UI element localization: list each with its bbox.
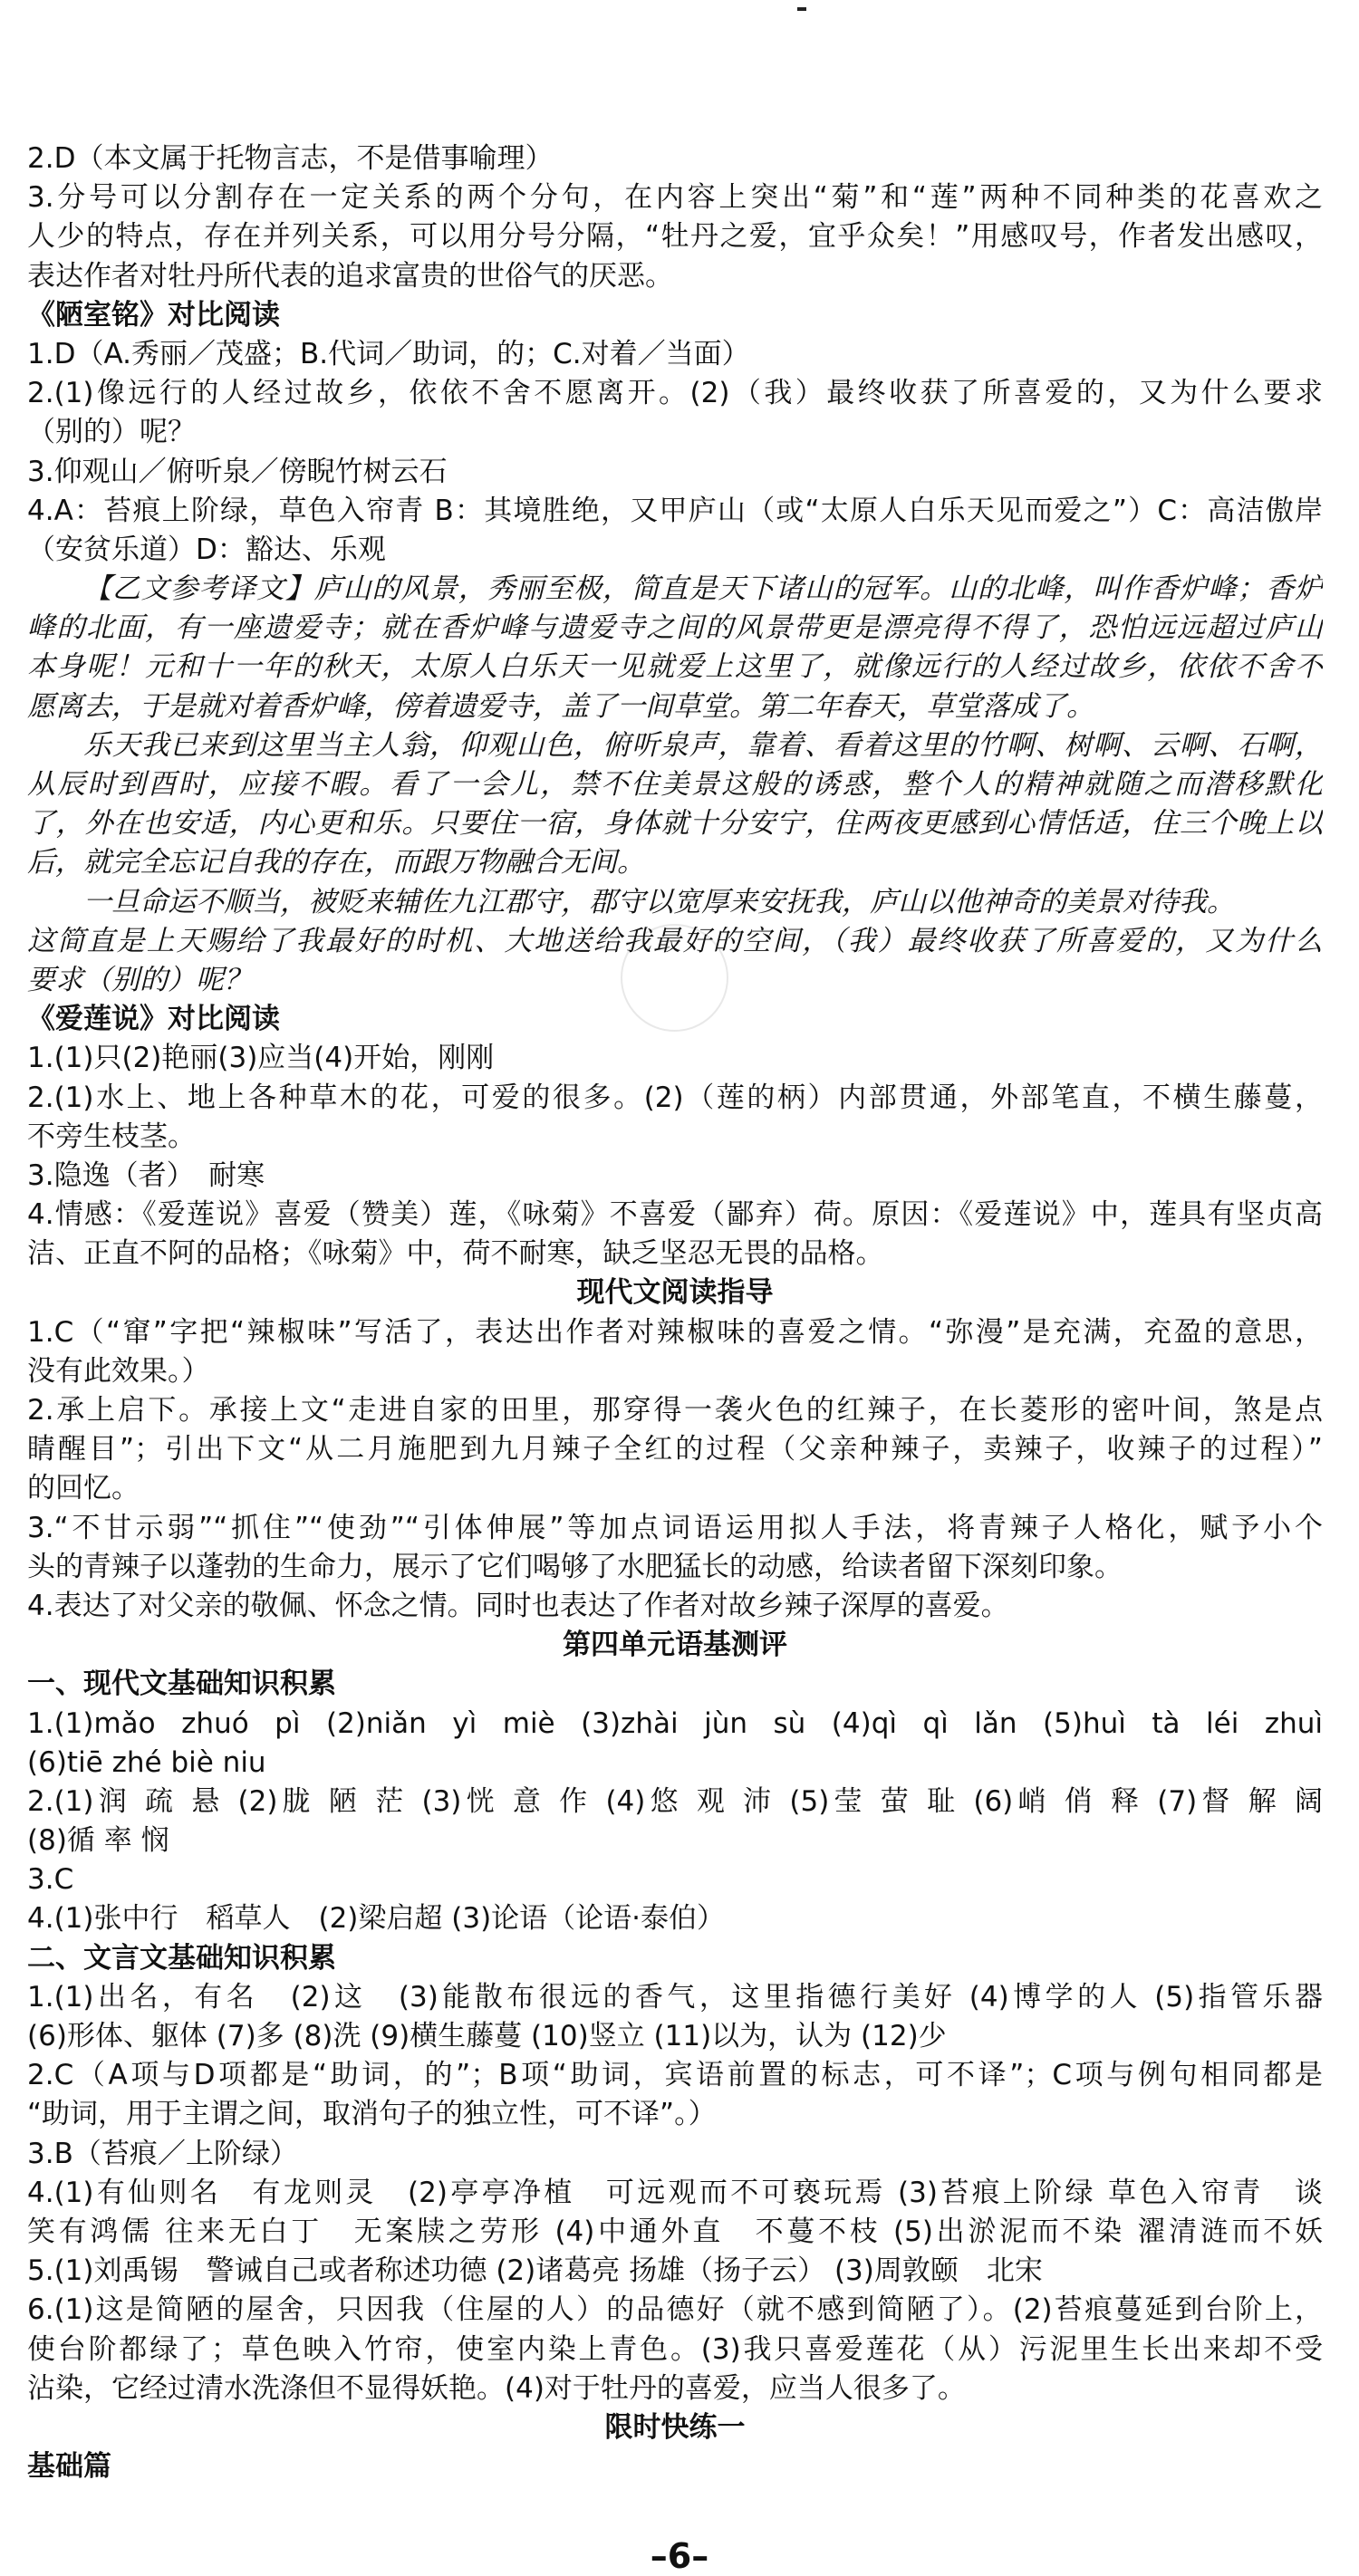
section-heading: 《爱莲说》对比阅读 — [27, 1003, 280, 1036]
text-line: 1.D（A.秀丽／茂盛；B.代词／助词，的；C.对着／当面） — [27, 337, 750, 370]
text-line: 峰的北面，有一座遗爱寺；就在香炉峰与遗爱寺之间的风景带更是漂亮得不得了，恐怕远远超过庐山 — [27, 611, 1323, 645]
section-heading: 一、现代文基础知识积累 — [27, 1668, 336, 1701]
text-line: 不旁生枝茎。 — [27, 1120, 196, 1153]
text-line: 2.(1)润 疏 悬 (2)胧 陋 茫 (3)恍 意 作 (4)悠 观 沛 (5)莹 萤 耻 (6)峭 俏 释 (7)督 解 阔 — [27, 1784, 1323, 1818]
text-line: 人少的特点，存在并列关系，可以用分号分隔，“牡丹之爱，宜乎众矣！”用感叹号，作者发出感叹， — [27, 220, 1323, 254]
answer-text — [27, 139, 1323, 2486]
text-line: 2.承上启下。承接上文“走进自家的田里，那穿得一袭火色的红辣子，在长菱形的密叶间，煞是点 — [27, 1394, 1323, 1427]
text-line: 2.(1)水上、地上各种草木的花，可爱的很多。(2)（莲的柄）内部贯通，外部笔直，不横生藤蔓， — [27, 1081, 1323, 1114]
section-heading: 《陋室铭》对比阅读 — [27, 298, 280, 332]
text-line: 头的青辣子以蓬勃的生命力，展示了它们喝够了水肥猛长的动感，给读者留下深刻印象。 — [27, 1550, 1123, 1583]
section-heading: 二、文言文基础知识积累 — [27, 1941, 336, 1975]
text-line: 2.C（A项与D项都是“助词，的”；B项“助词，宾语前置的标志，可不译”；C项与例句相同都是 — [27, 2059, 1323, 2092]
text-line: 4.(1)有仙则名 有龙则灵 (2)亭亭净植 可远观而不可亵玩焉 (3)苔痕上阶绿 草色入帘青 谈 — [27, 2176, 1323, 2209]
text-line: （别的）呢？ — [27, 416, 196, 449]
text-line: 的回忆。 — [27, 1472, 140, 1505]
text-line: 一旦命运不顺当，被贬来辅佐九江郡守，郡守以宽厚来安抚我，庐山以他神奇的美景对待我。 — [83, 885, 1235, 918]
text-line: 2.D（本文属于托物言志，不是借事喻理） — [27, 142, 554, 175]
text-line: 3.“不甘示弱”“抓住”“使劲”“引体伸展”等加点词语运用拟人手法，将青辣子人格化，赋予小个 — [27, 1511, 1323, 1544]
text-line: 6.(1)这是简陋的屋舍，只因我（住屋的人）的品德好（就不感到简陋了）。(2)苔痕蔓延到台阶上， — [27, 2293, 1323, 2327]
section-heading: 基础篇 — [27, 2450, 111, 2484]
text-line: 4.(1)张中行 稻草人 (2)梁启超 (3)论语（论语·泰伯） — [27, 1902, 726, 1936]
text-line: 这简直是上天赐给了我最好的时机、大地送给我最好的空间，（我）最终收获了所喜爱的，又为什么 — [27, 924, 1323, 957]
text-line: 3.C — [27, 1863, 74, 1897]
text-line: 表达作者对牡丹所代表的追求富贵的世俗气的厌恶。 — [27, 259, 673, 293]
text-line: 1.(1)只(2)艳丽(3)应当(4)开始，刚刚 — [27, 1042, 495, 1075]
text-line: 5.(1)刘禹锡 警诫自己或者称述功德 (2)诸葛亮 扬雄（扬子云） (3)周敦颐 北宋 — [27, 2254, 1043, 2288]
section-heading: 限时快练一 — [604, 2410, 746, 2444]
text-line: 睛醒目”；引出下文“从二月施肥到九月辣子全红的过程（父亲种辣子，卖辣子，收辣子的过程）” — [27, 1433, 1323, 1466]
text-line: 3.分号可以分割存在一定关系的两个分句，在内容上突出“菊”和“莲”两种不同种类的花喜欢之 — [27, 181, 1323, 215]
text-line: 后，就完全忘记自我的存在，而跟万物融合无间。 — [27, 846, 645, 879]
text-line: 本身呢！元和十一年的秋天，太原人白乐天一见就爱上这里了，就像远行的人经过故乡，依依不舍不 — [27, 650, 1323, 684]
text-line: （安贫乐道）D：豁达、乐观 — [27, 533, 386, 566]
text-line: 从辰时到酉时，应接不暇。看了一会儿，禁不住美景这般的诱惑，整个人的精神就随之而潜移默化 — [27, 768, 1323, 801]
text-line: 沾染，它经过清水洗涤但不显得妖艳。(4)对于牡丹的喜爱，应当人很多了。 — [27, 2371, 966, 2405]
text-line: (6)形体、躯体 (7)多 (8)洗 (9)横生藤蔓 (10)竖立 (11)以为，认为 (12)少 — [27, 2020, 947, 2052]
text-line: 3.隐逸（者） 耐寒 — [27, 1158, 265, 1192]
text-line: 4.表达了对父亲的敬佩、怀念之情。同时也表达了作者对故乡辣子深厚的喜爱。 — [27, 1589, 1009, 1622]
text-line: 4.A：苔痕上阶绿，草色入帘青 B：其境胜绝，又甲庐山（或“太原人白乐天见而爱之”）C：高洁傲岸 — [27, 494, 1323, 527]
section-heading: 第四单元语基测评 — [563, 1629, 787, 1662]
text-line: 2.(1)像远行的人经过故乡，依依不舍不愿离开。(2)（我）最终收获了所喜爱的，又为什么要求 — [27, 377, 1323, 410]
text-line: (8)循 率 悯 — [27, 1824, 169, 1858]
text-line: 笑有鸿儒 往来无白丁 无案牍之劳形 (4)中通外直 不蔓不枝 (5)出淤泥而不染 濯清涟而不妖 — [27, 2215, 1323, 2248]
text-line: 了，外在也安适，内心更和乐。只要住一宿，身体就十分安宁，住两夜更感到心情恬适，住三个晚上以 — [27, 807, 1323, 841]
text-line: 没有此效果。） — [27, 1354, 210, 1388]
top-mark — [797, 7, 806, 11]
page-number: –6– — [650, 2536, 709, 2576]
text-line: 使台阶都绿了；草色映入竹帘，使室内染上青色。(3)我只喜爱莲花（从）污泥里生长出来却不受 — [27, 2332, 1323, 2366]
text-line: 1.(1)出名，有名 (2)这 (3)能散布很远的香气，这里指德行美好 (4)博学的人 (5)指管乐器 — [27, 1980, 1323, 2014]
text-line: “助词，用于主谓之间，取消句子的独立性，可不译”。） — [27, 2098, 717, 2131]
text-line: 4.情感：《爱莲说》喜爱（赞美）莲，《咏菊》不喜爱（鄙弃）荷。原因：《爱莲说》中，莲具有坚贞高 — [27, 1198, 1323, 1232]
text-line: 1.(1)mǎo zhuó pì (2)niǎn yì miè (3)zhài jùn sù (4)qì qì lǎn (5)huì tà léi zhuì — [27, 1706, 1323, 1740]
text-line: (6)tiē zhé biè niu — [27, 1745, 266, 1779]
text-line: 洁、正直不阿的品格；《咏菊》中，荷不耐寒，缺乏坚忍无畏的品格。 — [27, 1237, 884, 1271]
text-line: 1.C（“窜”字把“辣椒味”写活了，表达出作者对辣椒味的喜爱之情。“弥漫”是充满，充盈的意思， — [27, 1315, 1323, 1349]
section-heading: 现代文阅读指导 — [576, 1276, 774, 1310]
text-line: 3.B（苔痕／上阶绿） — [27, 2137, 298, 2170]
text-line: 乐天我已来到这里当主人翁，仰观山色，俯听泉声，靠着、看着这里的竹啊、树啊、云啊、石啊， — [83, 728, 1323, 762]
text-line: 【乙文参考译文】庐山的风景，秀丽至极，简直是天下诸山的冠军。山的北峰，叫作香炉峰；香炉 — [83, 572, 1323, 606]
text-line: 3.仰观山／俯听泉／傍睨竹树云石 — [27, 455, 448, 488]
text-line: 愿离去，于是就对着香炉峰，傍着遗爱寺，盖了一间草堂。第二年春天，草堂落成了。 — [27, 689, 1094, 723]
text-line: 要求（别的）呢？ — [27, 963, 252, 996]
